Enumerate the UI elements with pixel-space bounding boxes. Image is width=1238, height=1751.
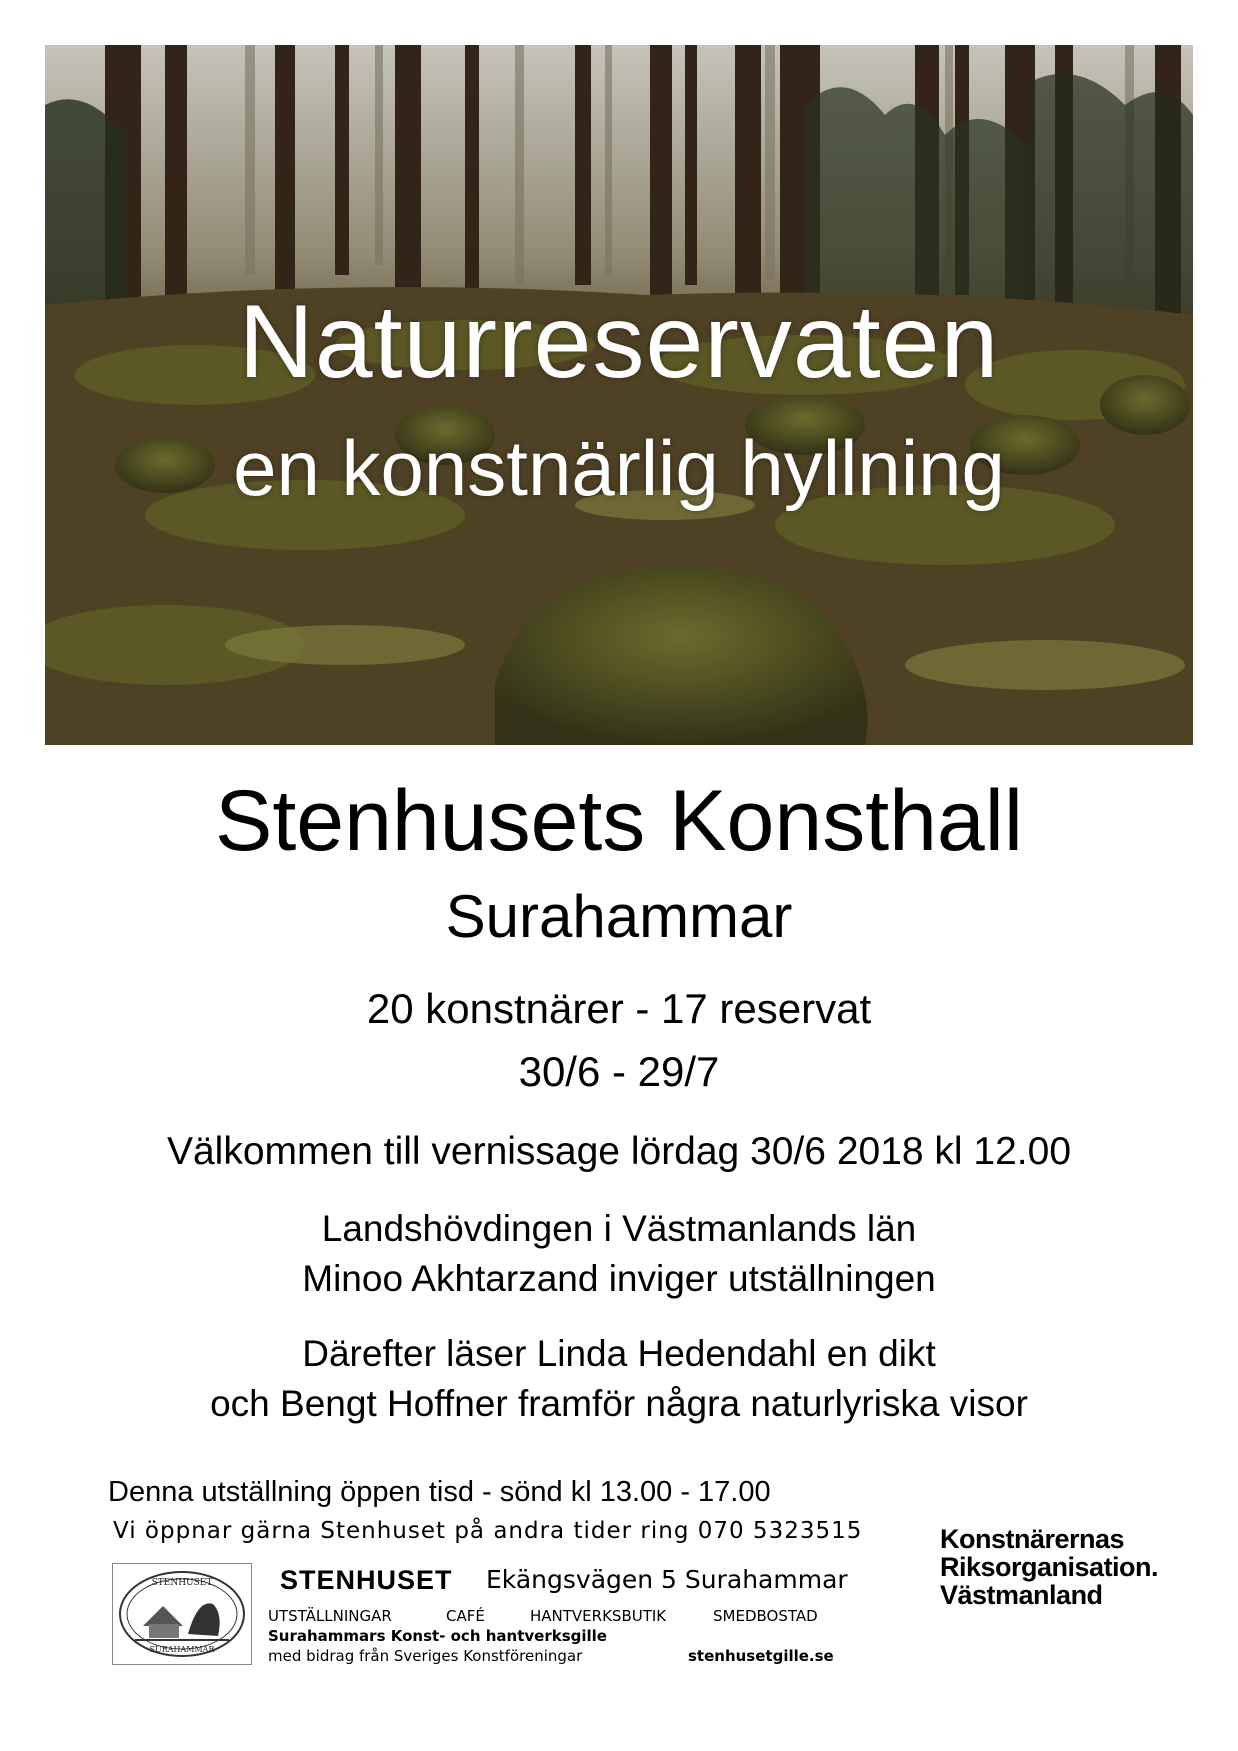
- venue-town: Surahammar: [445, 883, 793, 950]
- exhibition-subtitle: en konstnärlig hyllning: [233, 424, 1005, 512]
- kro-line-3: Västmanland: [940, 1580, 1103, 1610]
- exhibition-dates: 30/6 - 29/7: [518, 1048, 720, 1095]
- program-line-2: och Bengt Hoffner framför några naturlyriska visor: [210, 1383, 1028, 1424]
- exhibition-title: Naturreservaten: [238, 284, 1000, 400]
- venue-name: Stenhusets Konsthall: [215, 773, 1023, 869]
- service-cafe: CAFÉ: [446, 1607, 485, 1625]
- artist-reserve-count: 20 konstnärer - 17 reservat: [366, 985, 872, 1032]
- service-exhibitions: UTSTÄLLNINGAR: [268, 1607, 392, 1625]
- governor-line-2: Minoo Akhtarzand inviger utställningen: [302, 1258, 936, 1299]
- service-craft-shop: HANTVERKSBUTIK: [530, 1607, 667, 1625]
- stenhuset-logo-drawing: [113, 1564, 251, 1664]
- kro-line-2: Riksorganisation.: [940, 1552, 1159, 1582]
- kro-line-1: Konstnärernas: [940, 1524, 1125, 1554]
- vernissage-invitation: Välkommen till vernissage lördag 30/6 2018 kl 12.00: [166, 1130, 1072, 1173]
- kro-logo: [940, 1525, 1158, 1609]
- contribution-note: med bidrag från Sveriges Konstföreningar: [268, 1647, 583, 1665]
- website-link[interactable]: stenhusetgille.se: [688, 1647, 834, 1665]
- governor-line-1: Landshövdingen i Västmanlands län: [321, 1208, 917, 1249]
- org-name: STENHUSET: [280, 1565, 453, 1595]
- logo-bottom-text: SURAHAMMAR: [149, 1645, 215, 1654]
- guild-name: Surahammars Konst- och hantverksgille: [268, 1627, 607, 1645]
- opening-hours: Denna utställning öppen tisd - sönd kl 13.00 - 17.00: [108, 1476, 771, 1508]
- forest-photo: [45, 45, 1193, 745]
- logo-top-text: STENHUSET: [151, 1578, 213, 1588]
- service-smithy: SMEDBOSTAD: [713, 1607, 818, 1625]
- other-times-phone: Vi öppnar gärna Stenhuset på andra tider ring 070 5323515: [113, 1518, 863, 1544]
- stenhuset-logo: [112, 1563, 252, 1665]
- program-line-1: Därefter läser Linda Hedendahl en dikt: [302, 1333, 936, 1374]
- org-address: Ekängsvägen 5 Surahammar: [486, 1565, 848, 1594]
